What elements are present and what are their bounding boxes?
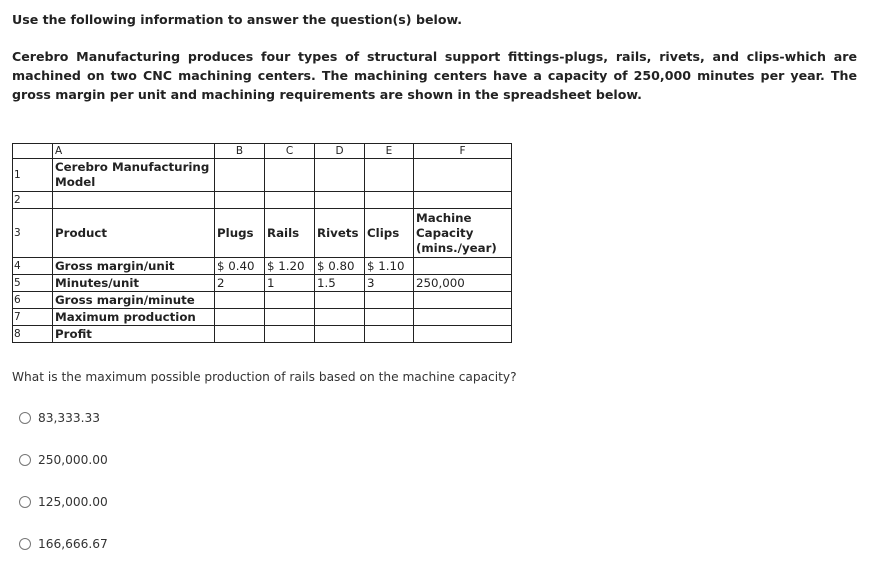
column-header-c: C [265, 144, 315, 159]
cell-a7: Maximum production [53, 309, 215, 326]
cell-f4 [414, 258, 512, 275]
cell-f7 [414, 309, 512, 326]
cell-a2 [53, 192, 215, 209]
answer-option[interactable] [19, 494, 108, 510]
cell-d3: Rivets [315, 209, 365, 258]
cell-e7 [365, 309, 414, 326]
table-row [13, 326, 512, 343]
option-label[interactable]: 250,000.00 [38, 453, 108, 467]
table-row [13, 309, 512, 326]
answer-option[interactable] [19, 452, 108, 468]
cell-f5: 250,000 [414, 275, 512, 292]
question-text: What is the maximum possible production of rails based on the machine capacity? [12, 370, 517, 384]
cell-d2 [315, 192, 365, 209]
option-label[interactable]: 166,666.67 [38, 537, 108, 551]
cell-c5: 1 [265, 275, 315, 292]
row-number: 2 [13, 192, 53, 209]
cell-a8: Profit [53, 326, 215, 343]
cell-d1 [315, 159, 365, 192]
cell-b2 [215, 192, 265, 209]
table-row [13, 275, 512, 292]
radio-button[interactable] [19, 538, 31, 550]
cell-e1 [365, 159, 414, 192]
cell-a6: Gross margin/minute [53, 292, 215, 309]
cell-b1 [215, 159, 265, 192]
cell-d8 [315, 326, 365, 343]
table-row [13, 159, 512, 192]
cell-e2 [365, 192, 414, 209]
cell-c4: $ 1.20 [265, 258, 315, 275]
table-row [13, 258, 512, 275]
answer-option[interactable] [19, 536, 108, 552]
cell-d5: 1.5 [315, 275, 365, 292]
cell-f3: Machine Capacity (mins./year) [414, 209, 512, 258]
cell-c2 [265, 192, 315, 209]
row-number: 3 [13, 209, 53, 258]
cell-e8 [365, 326, 414, 343]
cell-f6 [414, 292, 512, 309]
cell-d6 [315, 292, 365, 309]
cell-e3: Clips [365, 209, 414, 258]
row-number: 6 [13, 292, 53, 309]
cell-a4: Gross margin/unit [53, 258, 215, 275]
cell-a5: Minutes/unit [53, 275, 215, 292]
row-number: 5 [13, 275, 53, 292]
table-row [13, 209, 512, 258]
answer-option[interactable] [19, 410, 100, 426]
cell-c6 [265, 292, 315, 309]
column-header-a: A [53, 144, 215, 159]
radio-button[interactable] [19, 412, 31, 424]
cell-b5: 2 [215, 275, 265, 292]
spreadsheet-table [12, 143, 512, 343]
row-number: 4 [13, 258, 53, 275]
table-row [13, 292, 512, 309]
column-header-d: D [315, 144, 365, 159]
row-number: 8 [13, 326, 53, 343]
corner-cell [13, 144, 53, 159]
cell-c3: Rails [265, 209, 315, 258]
column-header-b: B [215, 144, 265, 159]
cell-f2 [414, 192, 512, 209]
question-intro [12, 10, 857, 104]
cell-e5: 3 [365, 275, 414, 292]
cell-b3: Plugs [215, 209, 265, 258]
radio-button[interactable] [19, 454, 31, 466]
cell-e4: $ 1.10 [365, 258, 414, 275]
cell-d4: $ 0.80 [315, 258, 365, 275]
cell-b7 [215, 309, 265, 326]
radio-button[interactable] [19, 496, 31, 508]
cell-f1 [414, 159, 512, 192]
intro-paragraph: Cerebro Manufacturing produces four types of structural support fittings-plugs, rails, rivets, and clips-which are machined on two CNC machining centers. The machining centers have a capacity of 250,000 minutes per year. The gross margin per unit and machining requirements are shown in the spreadsheet below. [12, 49, 857, 102]
column-header-e: E [365, 144, 414, 159]
cell-c8 [265, 326, 315, 343]
column-header-row [13, 144, 512, 159]
option-label[interactable]: 83,333.33 [38, 411, 101, 425]
cell-c1 [265, 159, 315, 192]
row-number: 1 [13, 159, 53, 192]
table-row [13, 192, 512, 209]
option-label[interactable]: 125,000.00 [38, 495, 108, 509]
cell-e6 [365, 292, 414, 309]
cell-b4: $ 0.40 [215, 258, 265, 275]
cell-d7 [315, 309, 365, 326]
cell-a3: Product [53, 209, 215, 258]
row-number: 7 [13, 309, 53, 326]
cell-f8 [414, 326, 512, 343]
cell-b8 [215, 326, 265, 343]
cell-b6 [215, 292, 265, 309]
column-header-f: F [414, 144, 512, 159]
cell-c7 [265, 309, 315, 326]
intro-heading: Use the following information to answer the question(s) below. [12, 12, 463, 27]
cell-a1: Cerebro Manufacturing Model [53, 159, 215, 192]
